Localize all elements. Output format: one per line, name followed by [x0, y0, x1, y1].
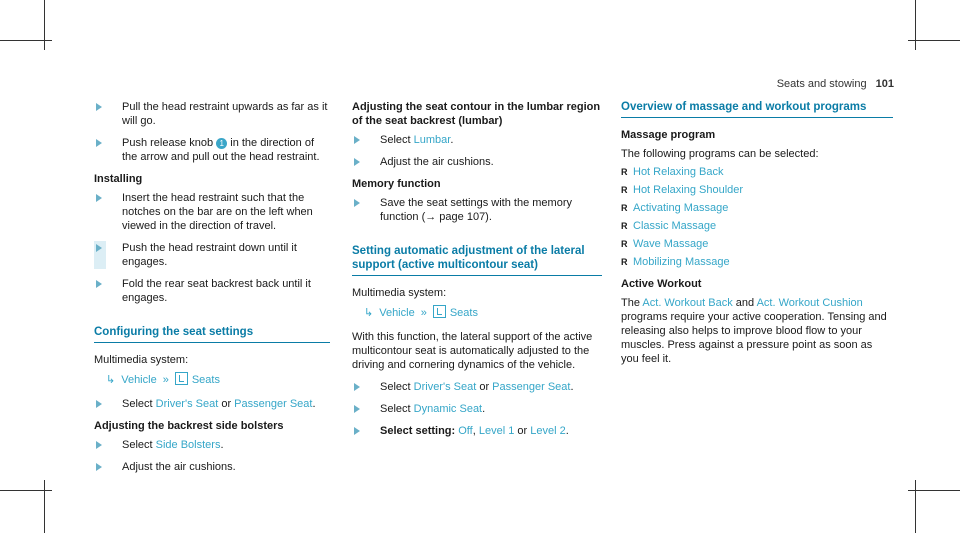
menu-path: [94, 372, 330, 387]
return-arrow-icon: ↳: [106, 374, 116, 386]
seat-icon: [433, 305, 446, 318]
section-heading: Overview of massage and workout programs: [621, 100, 893, 118]
subheading: Adjusting the backrest side bolsters: [94, 420, 284, 432]
subheading: Active Workout: [621, 278, 702, 290]
seat-icon: [175, 372, 188, 385]
list-item: [621, 219, 893, 233]
step: Adjust the air cushions.: [94, 460, 330, 474]
drivers-seat-option[interactable]: Driver's Seat: [155, 398, 219, 410]
return-arrow-icon: ↳: [364, 307, 374, 319]
step: Push the head restraint down until it engages.: [94, 241, 330, 269]
step: Pull the head restraint upwards as far as it will go.: [94, 100, 330, 128]
subheading: Adjusting the seat contour in the lumbar region of the seat backrest (lumbar): [352, 101, 601, 127]
drivers-seat-option[interactable]: Driver's Seat: [413, 381, 477, 393]
step: Select Side Bolsters.: [94, 438, 330, 452]
program-option[interactable]: Mobilizing Massage: [633, 256, 730, 268]
menu-vehicle[interactable]: Vehicle: [121, 374, 157, 386]
level2-option[interactable]: Level 2: [530, 425, 566, 437]
level1-option[interactable]: Level 1: [478, 425, 515, 437]
column-left: [94, 100, 330, 482]
step: Select Driver's Seat or Passenger Seat.: [94, 397, 330, 411]
side-bolsters-option[interactable]: Side Bolsters: [155, 439, 221, 451]
menu-path: [352, 305, 602, 320]
off-option[interactable]: Off: [458, 425, 473, 437]
lumbar-option[interactable]: Lumbar: [413, 134, 451, 146]
crop-mark: [915, 0, 916, 50]
step: Fold the rear seat backrest back until it engages.: [94, 277, 330, 305]
passenger-seat-option[interactable]: Passenger Seat: [492, 381, 571, 393]
subheading: Installing: [94, 173, 143, 185]
list-item: [621, 183, 893, 197]
list-item: [621, 237, 893, 251]
section-title: Seats and stowing: [776, 78, 867, 90]
step: Select Lumbar.: [352, 133, 602, 147]
crop-mark: [44, 480, 45, 533]
program-option[interactable]: Hot Relaxing Back: [633, 166, 724, 178]
list-item: [621, 165, 893, 179]
workout-description: The Act. Workout Back and Act. Workout Cushion programs require your active cooperation. Tensing and releasing also helps to improve blood flow to your muscles. Press against a pressure point as soon as you feel it.: [621, 297, 887, 365]
step: Select Dynamic Seat.: [352, 402, 602, 416]
step: Push release knob 1 in the direction of the arrow and pull out the head restraint.: [94, 136, 330, 164]
program-list: [621, 165, 893, 269]
step: Select setting: Off, Level 1 or Level 2.: [352, 424, 602, 438]
release-knob-marker: 1: [216, 138, 227, 149]
dynamic-seat-option[interactable]: Dynamic Seat: [413, 403, 483, 415]
menu-vehicle[interactable]: Vehicle: [379, 307, 415, 319]
multimedia-label: Multimedia system:: [94, 354, 189, 366]
workout-back-option[interactable]: Act. Workout Back: [642, 297, 733, 309]
step: Adjust the air cushions.: [352, 155, 602, 169]
step: Save the seat settings with the memory function (→ page 107).: [352, 196, 602, 224]
multimedia-label: Multimedia system:: [352, 287, 447, 299]
section-heading: Setting automatic adjustment of the lateral support (active multicontour seat): [352, 244, 602, 276]
list-item: [621, 255, 893, 269]
intro-text: The following programs can be selected:: [621, 148, 819, 160]
page-number: 101: [875, 78, 894, 90]
program-option[interactable]: Hot Relaxing Shoulder: [633, 184, 744, 196]
double-chevron-icon: »: [420, 307, 427, 319]
section-heading: Configuring the seat settings: [94, 325, 330, 343]
crop-mark: [915, 480, 916, 533]
crop-mark: [44, 0, 45, 50]
description: With this function, the lateral support of the active multicontour seat is automatically adjusted to the driving and cornering dynamics of the vehicle.: [352, 331, 593, 371]
program-option[interactable]: Wave Massage: [633, 238, 709, 250]
program-option[interactable]: Activating Massage: [633, 202, 729, 214]
menu-seats[interactable]: Seats: [191, 374, 220, 386]
column-right: [621, 100, 893, 374]
list-item: [621, 201, 893, 215]
passenger-seat-option[interactable]: Passenger Seat: [234, 398, 313, 410]
double-chevron-icon: »: [162, 374, 169, 386]
program-option[interactable]: Classic Massage: [633, 220, 717, 232]
page-header: [777, 78, 894, 90]
menu-seats[interactable]: Seats: [449, 307, 478, 319]
step: Insert the head restraint such that the notches on the bar are on the left when viewed in the direction of travel.: [94, 191, 330, 233]
workout-cushion-option[interactable]: Act. Workout Cushion: [756, 297, 863, 309]
column-middle: [352, 100, 602, 446]
subheading: Memory function: [352, 178, 441, 190]
subheading: Massage program: [621, 129, 716, 141]
step: Select Driver's Seat or Passenger Seat.: [352, 380, 602, 394]
